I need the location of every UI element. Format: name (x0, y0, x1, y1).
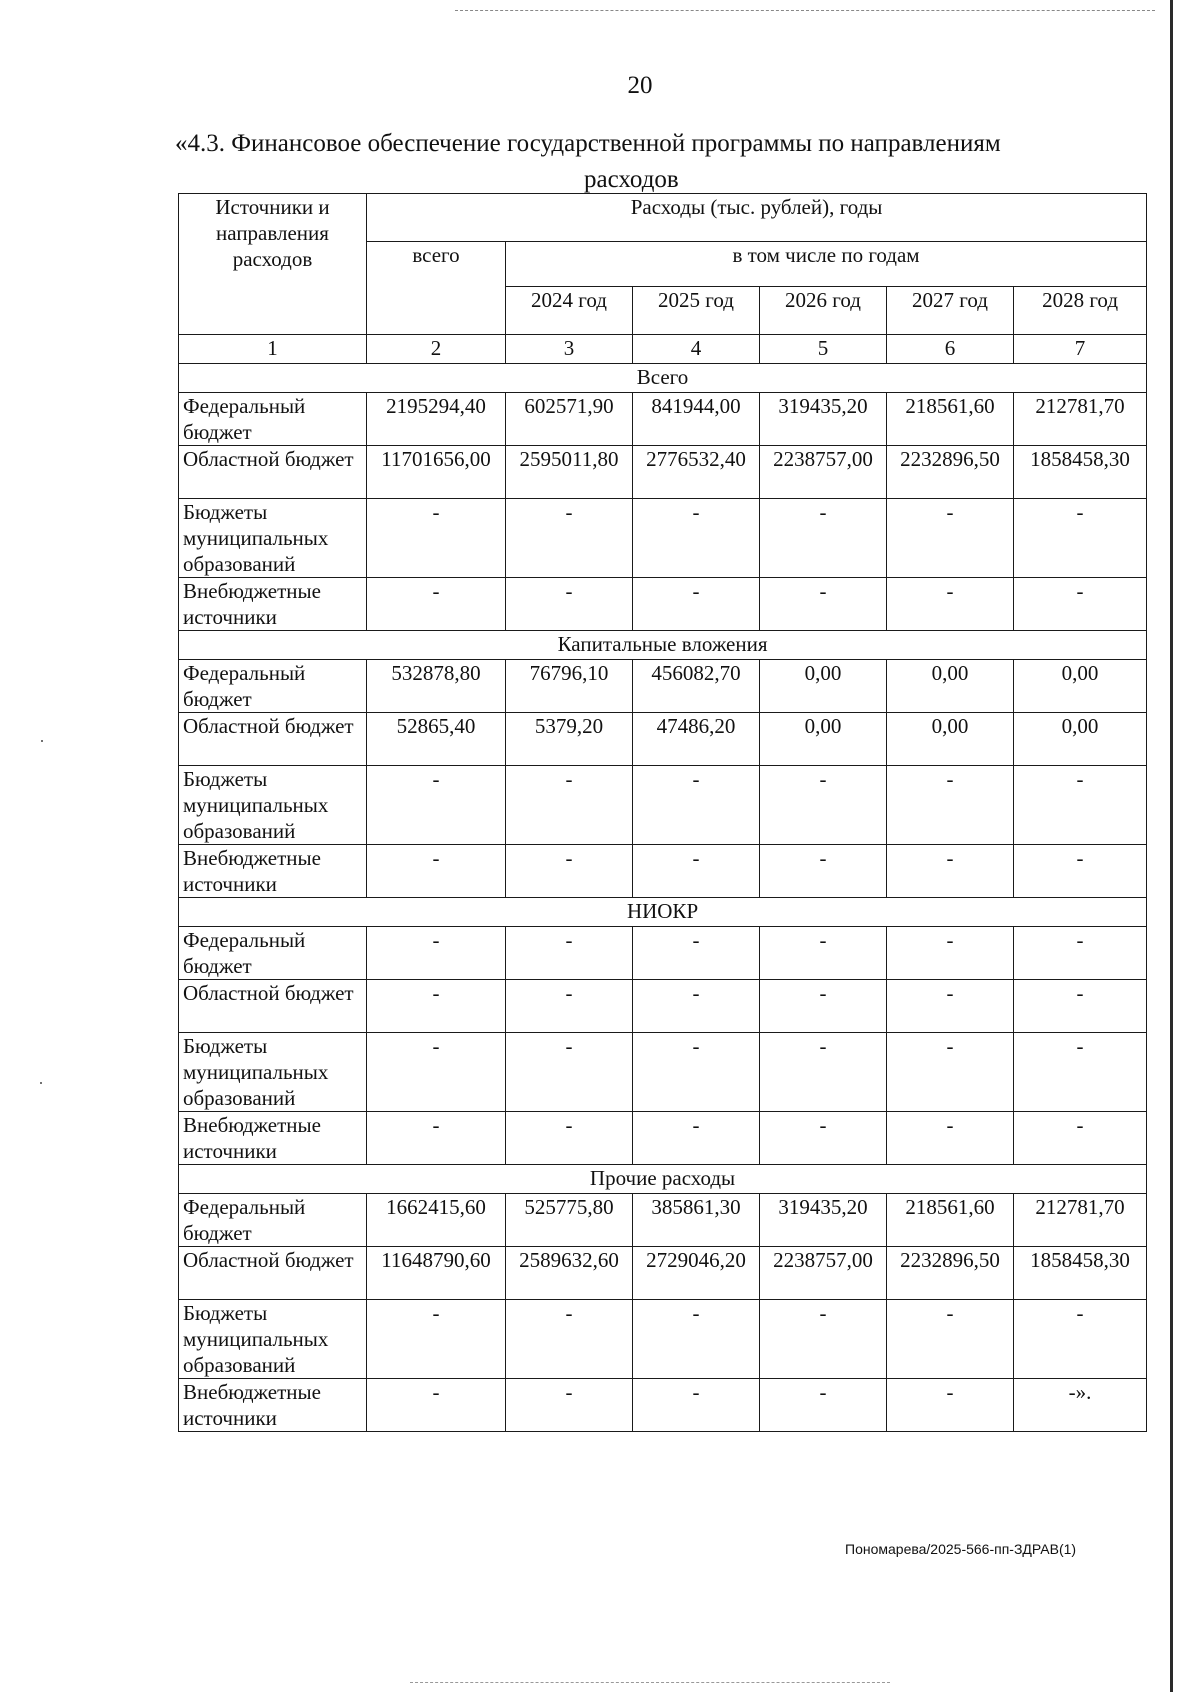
column-number: 3 (506, 335, 633, 364)
value-cell: - (887, 845, 1014, 898)
value-cell: - (633, 845, 760, 898)
value-cell: - (887, 578, 1014, 631)
value-cell: - (367, 845, 506, 898)
section-row (179, 364, 1147, 393)
row-label: Федеральный бюджет (179, 660, 367, 713)
value-cell: - (1014, 980, 1147, 1033)
value-cell: - (506, 927, 633, 980)
table-row (179, 1033, 1147, 1112)
value-cell: 212781,70 (1014, 393, 1147, 446)
value-cell: - (633, 1112, 760, 1165)
value-cell: - (760, 1379, 887, 1432)
value-cell: - (633, 980, 760, 1033)
table-row (179, 980, 1147, 1033)
value-cell: - (367, 578, 506, 631)
section-row (179, 1165, 1147, 1194)
section-title-cell: Прочие расходы (179, 1165, 1147, 1194)
value-cell: - (760, 1033, 887, 1112)
value-cell: 218561,60 (887, 393, 1014, 446)
document-code: Пономарева/2025-566-пп-ЗДРАВ(1) (845, 1541, 1077, 1557)
value-cell: - (633, 927, 760, 980)
value-cell: - (887, 1300, 1014, 1379)
column-number: 2 (367, 335, 506, 364)
value-cell: - (367, 980, 506, 1033)
value-cell: - (887, 927, 1014, 980)
section-title-cell: Капитальные вложения (179, 631, 1147, 660)
header-year: 2026 год (760, 287, 887, 335)
value-cell: - (887, 980, 1014, 1033)
table-row (179, 1300, 1147, 1379)
page-number: 20 (627, 72, 653, 99)
value-cell: - (506, 578, 633, 631)
row-label: Областной бюджет (179, 980, 367, 1033)
value-cell: - (506, 1112, 633, 1165)
column-number: 5 (760, 335, 887, 364)
section-title-cell: НИОКР (179, 898, 1147, 927)
value-cell: 2776532,40 (633, 446, 760, 499)
row-label: Федеральный бюджет (179, 927, 367, 980)
value-cell: 0,00 (887, 660, 1014, 713)
value-cell: 841944,00 (633, 393, 760, 446)
value-cell: - (1014, 1112, 1147, 1165)
value-cell: -». (1014, 1379, 1147, 1432)
value-cell: - (506, 499, 633, 578)
value-cell: 2589632,60 (506, 1247, 633, 1300)
value-cell: - (506, 1379, 633, 1432)
value-cell: - (506, 1033, 633, 1112)
value-cell: - (760, 1300, 887, 1379)
value-cell: - (506, 1300, 633, 1379)
value-cell: 47486,20 (633, 713, 760, 766)
table-row (179, 393, 1147, 446)
table-row (179, 845, 1147, 898)
value-cell: 2195294,40 (367, 393, 506, 446)
value-cell: 11701656,00 (367, 446, 506, 499)
value-cell: - (633, 1379, 760, 1432)
row-label: Внебюджетные источники (179, 578, 367, 631)
header-year: 2028 год (1014, 287, 1147, 335)
value-cell: - (887, 1379, 1014, 1432)
header-by-years: в том числе по годам (506, 242, 1147, 287)
column-number: 1 (179, 335, 367, 364)
value-cell: - (1014, 927, 1147, 980)
value-cell: 0,00 (887, 713, 1014, 766)
value-cell: - (1014, 499, 1147, 578)
value-cell: - (1014, 578, 1147, 631)
header-year: 2025 год (633, 287, 760, 335)
row-label: Внебюджетные источники (179, 1112, 367, 1165)
value-cell: 2595011,80 (506, 446, 633, 499)
value-cell: - (1014, 1300, 1147, 1379)
value-cell: 1662415,60 (367, 1194, 506, 1247)
value-cell: - (1014, 845, 1147, 898)
value-cell: - (1014, 1033, 1147, 1112)
value-cell: 385861,30 (633, 1194, 760, 1247)
row-label: Федеральный бюджет (179, 1194, 367, 1247)
header-year: 2024 год (506, 287, 633, 335)
value-cell: 525775,80 (506, 1194, 633, 1247)
column-number: 6 (887, 335, 1014, 364)
scan-artifact-top (455, 10, 1155, 11)
value-cell: 52865,40 (367, 713, 506, 766)
value-cell: 76796,10 (506, 660, 633, 713)
value-cell: - (633, 1300, 760, 1379)
column-number: 4 (633, 335, 760, 364)
value-cell: 0,00 (760, 660, 887, 713)
table-row (179, 1112, 1147, 1165)
value-cell: 2238757,00 (760, 1247, 887, 1300)
value-cell: - (367, 1300, 506, 1379)
value-cell: 1858458,30 (1014, 446, 1147, 499)
value-cell: 0,00 (1014, 660, 1147, 713)
header-expenses: Расходы (тыс. рублей), годы (367, 194, 1147, 242)
section-title-continued: расходов (584, 166, 679, 193)
value-cell: 212781,70 (1014, 1194, 1147, 1247)
table-row (179, 1194, 1147, 1247)
table-row (179, 713, 1147, 766)
scan-speck (41, 740, 43, 742)
row-label: Областной бюджет (179, 713, 367, 766)
value-cell: - (367, 499, 506, 578)
value-cell: - (887, 1112, 1014, 1165)
row-label: Бюджеты муниципальных образований (179, 1300, 367, 1379)
value-cell: - (506, 980, 633, 1033)
value-cell: - (633, 766, 760, 845)
value-cell: 532878,80 (367, 660, 506, 713)
value-cell: 0,00 (760, 713, 887, 766)
row-label: Бюджеты муниципальных образований (179, 1033, 367, 1112)
value-cell: 2232896,50 (887, 446, 1014, 499)
row-label: Бюджеты муниципальных образований (179, 499, 367, 578)
value-cell: 602571,90 (506, 393, 633, 446)
row-label: Внебюджетные источники (179, 845, 367, 898)
value-cell: - (760, 927, 887, 980)
value-cell: - (760, 980, 887, 1033)
header-year: 2027 год (887, 287, 1014, 335)
value-cell: - (506, 766, 633, 845)
value-cell: - (367, 1112, 506, 1165)
row-label: Федеральный бюджет (179, 393, 367, 446)
value-cell: - (887, 499, 1014, 578)
financing-table (178, 193, 1147, 1432)
value-cell: 456082,70 (633, 660, 760, 713)
value-cell: - (760, 1112, 887, 1165)
value-cell: - (367, 927, 506, 980)
table-row (179, 1247, 1147, 1300)
column-number: 7 (1014, 335, 1147, 364)
table-row (179, 766, 1147, 845)
table-row (179, 446, 1147, 499)
value-cell: - (887, 766, 1014, 845)
value-cell: - (367, 766, 506, 845)
value-cell: - (760, 499, 887, 578)
value-cell: - (760, 578, 887, 631)
scan-speck (40, 1082, 42, 1084)
value-cell: 218561,60 (887, 1194, 1014, 1247)
scan-artifact-bottom (410, 1682, 890, 1683)
value-cell: 1858458,30 (1014, 1247, 1147, 1300)
value-cell: 2729046,20 (633, 1247, 760, 1300)
row-label: Внебюджетные источники (179, 1379, 367, 1432)
value-cell: 319435,20 (760, 1194, 887, 1247)
row-label: Областной бюджет (179, 1247, 367, 1300)
scan-page-edge (1170, 0, 1173, 1692)
value-cell: - (1014, 766, 1147, 845)
row-label: Областной бюджет (179, 446, 367, 499)
value-cell: 2232896,50 (887, 1247, 1014, 1300)
value-cell: 0,00 (1014, 713, 1147, 766)
table-row (179, 1379, 1147, 1432)
value-cell: - (633, 578, 760, 631)
value-cell: - (887, 1033, 1014, 1112)
table-row (179, 660, 1147, 713)
value-cell: 11648790,60 (367, 1247, 506, 1300)
value-cell: - (506, 845, 633, 898)
value-cell: 5379,20 (506, 713, 633, 766)
value-cell: - (760, 845, 887, 898)
table-row (179, 927, 1147, 980)
section-title-cell: Всего (179, 364, 1147, 393)
table-row (179, 499, 1147, 578)
value-cell: - (760, 766, 887, 845)
value-cell: - (633, 1033, 760, 1112)
section-title: «4.3. Финансовое обеспечение государственной программы по направлениям (175, 130, 1001, 157)
header-sources: Источники и направления расходов (179, 194, 367, 335)
value-cell: 2238757,00 (760, 446, 887, 499)
value-cell: 319435,20 (760, 393, 887, 446)
value-cell: - (367, 1033, 506, 1112)
section-row (179, 898, 1147, 927)
table-row (179, 578, 1147, 631)
section-row (179, 631, 1147, 660)
value-cell: - (633, 499, 760, 578)
header-total: всего (367, 242, 506, 335)
value-cell: - (367, 1379, 506, 1432)
row-label: Бюджеты муниципальных образований (179, 766, 367, 845)
